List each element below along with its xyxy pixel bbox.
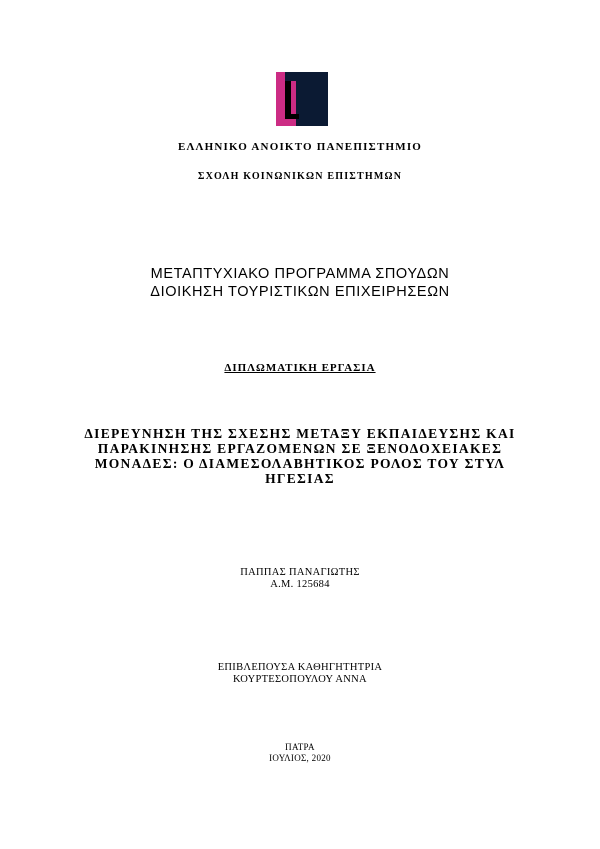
program-name	[0, 265, 600, 301]
university-logo	[276, 72, 328, 126]
supervisor-block	[0, 662, 600, 686]
program-line-2: ΔΙΟΙΚΗΣΗ ΤΟΥΡΙΣΤΙΚΩΝ ΕΠΙΧΕΙΡΗΣΕΩΝ	[150, 284, 450, 300]
date: ΙΟΥΛΙΟΣ, 2020	[269, 753, 331, 763]
supervisor-role: ΕΠΙΒΛΕΠΟΥΣΑ ΚΑΘΗΓΗΤΗΤΡΙΑ	[217, 662, 383, 673]
school-name: ΣΧΟΛΗ ΚΟΙΝΩΝΙΚΩΝ ΕΠΙΣΤΗΜΩΝ	[197, 171, 403, 182]
city: ΠΑΤΡΑ	[285, 742, 315, 752]
author-name: ΠΑΠΠΑΣ ΠΑΝΑΓΙΩΤΗΣ	[240, 567, 360, 578]
program-line-1: ΜΕΤΑΠΤΥΧΙΑΚΟ ΠΡΟΓΡΑΜΜΑ ΣΠΟΥΔΩΝ	[150, 266, 450, 282]
place-date-block	[0, 742, 600, 764]
student-id: Α.Μ. 125684	[270, 579, 330, 590]
thesis-title	[60, 426, 540, 486]
university-logo-icon	[276, 72, 328, 126]
title-line-2: ΠΑΡΑΚΙΝΗΣΗΣ ΕΡΓΑΖΟΜΕΝΩΝ ΣΕ ΞΕΝΟΔΟΧΕΙΑΚΕΣ	[97, 441, 503, 456]
university-name: ΕΛΛΗΝΙΚΟ ΑΝΟΙΚΤΟ ΠΑΝΕΠΙΣΤΗΜΙΟ	[177, 141, 423, 153]
thesis-label-text: ΔΙΠΛΩΜΑΤΙΚΗ ΕΡΓΑΣΙΑ	[224, 362, 376, 374]
title-line-1: ΔΙΕΡΕΥΝΗΣΗ ΤΗΣ ΣΧΕΣΗΣ ΜΕΤΑΞΥ ΕΚΠΑΙΔΕΥΣΗΣ ΚΑΙ	[84, 426, 516, 441]
thesis-label	[0, 362, 600, 374]
supervisor-name: ΚΟΥΡΤΕΣΟΠΟΥΛΟΥ ΑΝΝΑ	[233, 674, 367, 685]
title-line-4: ΗΓΕΣΙΑΣ	[265, 471, 335, 486]
title-line-3: ΜΟΝΑΔΕΣ: Ο ΔΙΑΜΕΣΟΛΑΒΗΤΙΚΟΣ ΡΟΛΟΣ ΤΟΥ ΣΤΥΛ	[94, 456, 506, 471]
author-block	[0, 567, 600, 591]
